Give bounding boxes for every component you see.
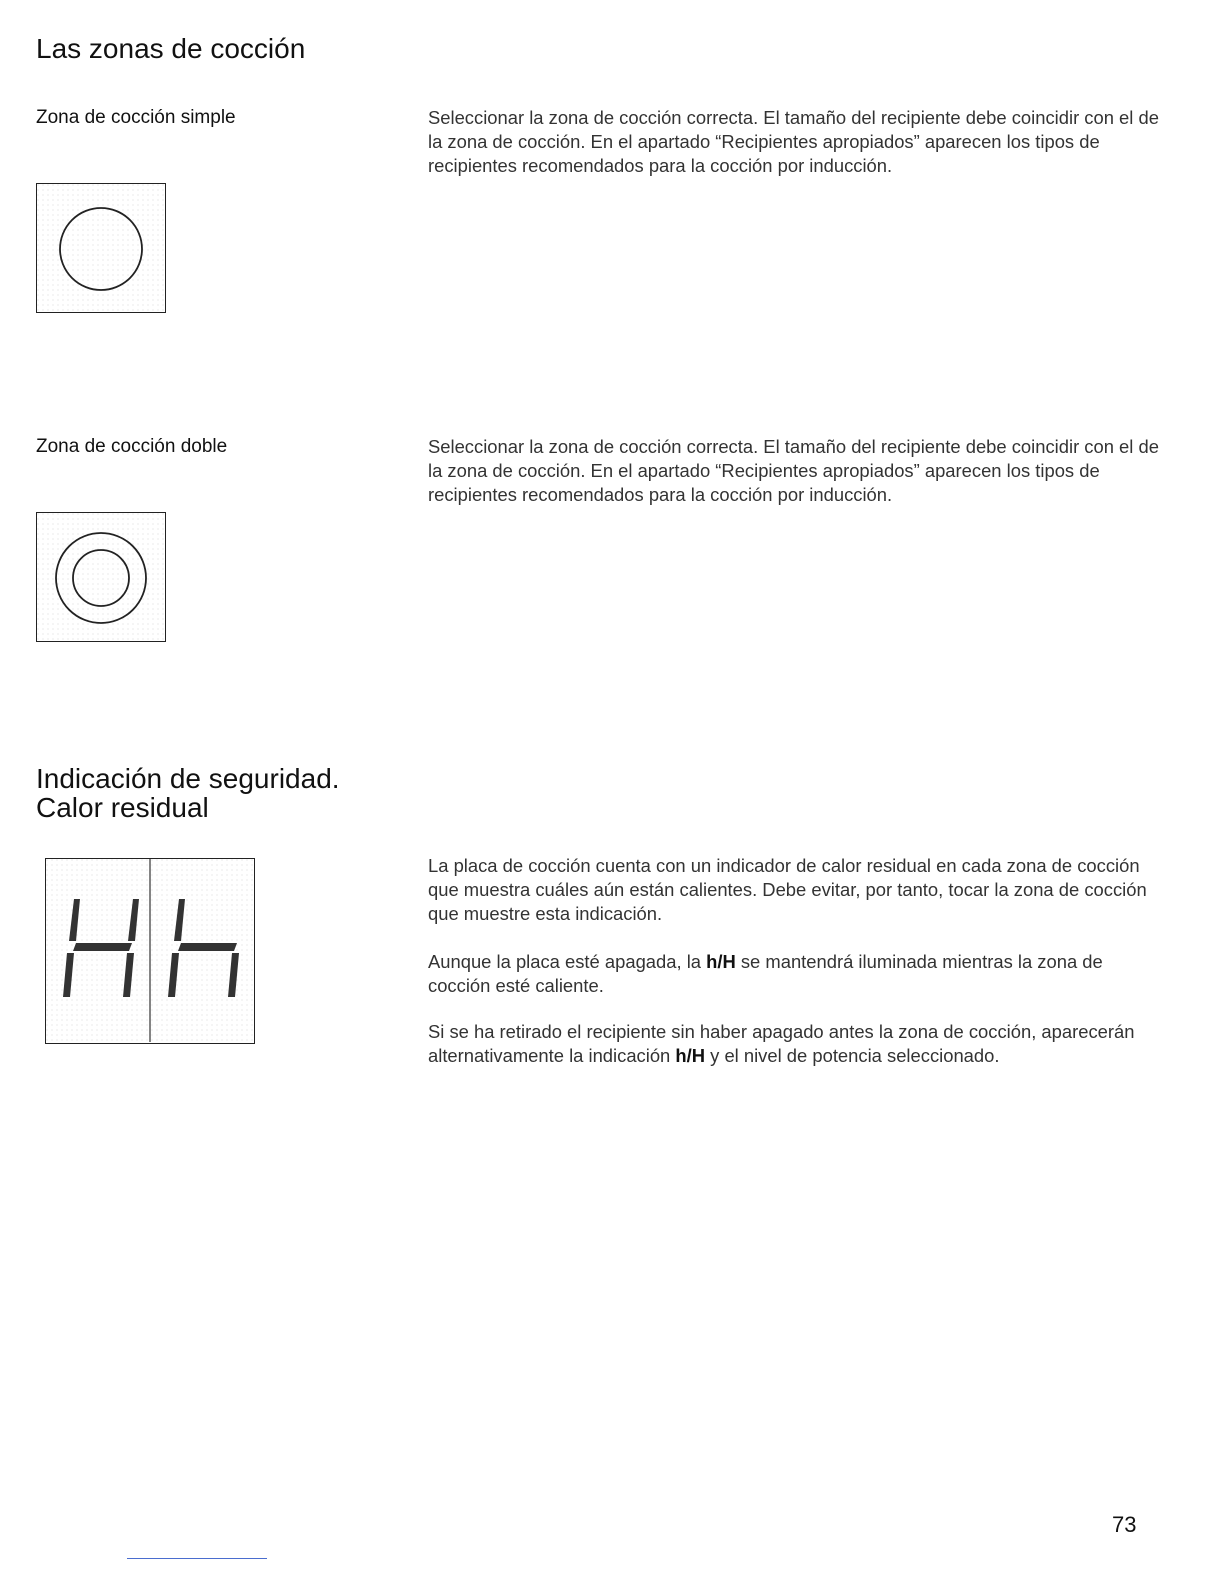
para2-text-after: se mantendrá iluminada mientras la zona de cocción esté caliente. [428,951,1103,997]
paragraph-single-zone: Seleccionar la zona de cocción correcta. El tamaño del recipiente debe coincidir con el de la zona de cocción. En el apartado “Recipientes apropiados” aparecen los tipos de recipientes recomendados para la cocción por inducción. [428,107,1159,177]
paragraph-residual-heat-3 [428,1020,1168,1068]
section-title-cooking-zones: Las zonas de cocción [36,33,306,64]
section-title-safety-line1: Indicación de seguridad. [36,763,340,794]
paragraph-residual-heat-2 [428,950,1168,998]
section-title-safety-line2: Calor residual [36,792,209,823]
para3-text-before: Si se ha retirado el recipiente sin haber apagado antes la zona de cocción, aparecerán alternativamente la indicación [428,1021,1135,1067]
footer-divider [127,1558,267,1559]
residual-heat-display-icon [45,858,255,1044]
para3-text-after: y el nivel de potencia seleccionado. [705,1045,1000,1067]
single-zone-icon [36,183,166,313]
residual-heat-symbol: h/H [706,951,736,972]
para2-text-before: Aunque la placa esté apagada, la [428,951,707,972]
residual-heat-symbol-2: h/H [675,1045,706,1067]
double-zone-icon [36,512,166,642]
paragraph-residual-heat-1: La placa de cocción cuenta con un indicador de calor residual en cada zona de cocción que muestra cuáles aún están calientes. Debe evitar, por tanto, tocar la zona de cocción que muestre esta indicación. [428,855,1147,925]
paragraph-double-zone: Seleccionar la zona de cocción correcta. El tamaño del recipiente debe coincidir con el de la zona de cocción. En el apartado “Recipientes apropiados” aparecen los tipos de recipientes recomendados para la cocción por inducción. [428,436,1159,506]
page-number: 73 [1112,1512,1137,1537]
heading-single-zone: Zona de cocción simple [36,107,236,128]
heading-double-zone: Zona de cocción doble [36,436,228,457]
